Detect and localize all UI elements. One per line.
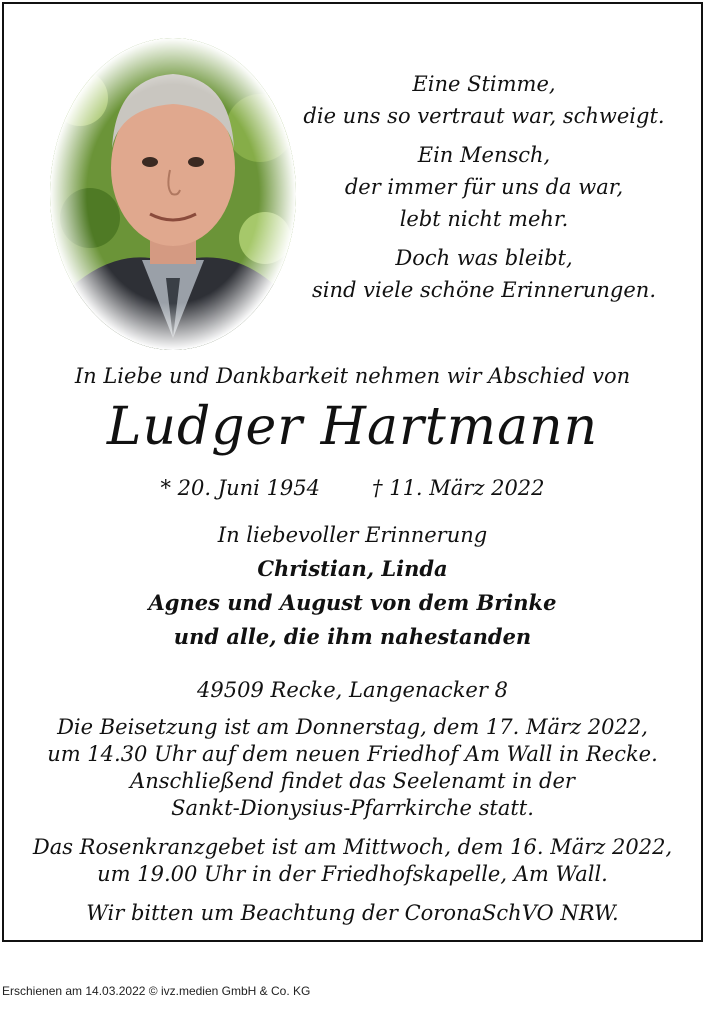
burial-line: Sankt-Dionysius-Pfarrkirche statt. — [171, 796, 534, 820]
death-date: † 11. März 2022 — [372, 476, 545, 500]
burial-line: Anschließend findet das Seelenamt in der — [130, 769, 575, 793]
mourner-line: und alle, die ihm nahestanden — [173, 624, 532, 649]
portrait-photo — [50, 38, 296, 350]
mourner-line: Agnes und August von dem Brinke — [148, 590, 557, 615]
burial-line: Die Beisetzung ist am Donnerstag, dem 17. März 2022, — [57, 715, 648, 739]
publication-footer: Erschienen am 14.03.2022 © ivz.medien GmbH & Co. KG — [2, 984, 311, 998]
poem-line: lebt nicht mehr. — [399, 207, 569, 231]
deceased-name: Ludger Hartmann — [106, 397, 599, 457]
obituary-notice — [2, 2, 703, 942]
poem-stanza-2 — [294, 139, 674, 235]
rosary-line: um 19.00 Uhr in der Friedhofskapelle, Am Wall. — [97, 862, 608, 886]
poem-line: der immer für uns da war, — [344, 175, 624, 199]
poem-line: Eine Stimme, — [412, 72, 556, 96]
rosary-line: Das Rosenkranzgebet ist am Mittwoch, dem 16. März 2022, — [32, 835, 673, 859]
birth-date: * 20. Juni 1954 — [160, 476, 321, 500]
poem-line: sind viele schöne Erinnerungen. — [311, 278, 657, 302]
mourners — [4, 518, 701, 654]
mourner-line: Christian, Linda — [257, 556, 448, 581]
poem-stanza-1 — [294, 68, 674, 132]
corona-notice: Wir bitten um Beachtung der CoronaSchVO NRW. — [86, 901, 619, 925]
portrait-illustration — [50, 38, 296, 350]
mourners-heading: In liebevoller Erinnerung — [217, 523, 488, 547]
poem-line: Doch was bleibt, — [395, 246, 573, 270]
life-dates — [4, 476, 701, 500]
burial-line: um 14.30 Uhr auf dem neuen Friedhof Am Wall in Recke. — [47, 742, 658, 766]
poem-line: die uns so vertraut war, schweigt. — [303, 104, 665, 128]
poem-stanza-3 — [294, 242, 674, 306]
poem — [294, 68, 674, 313]
service-info — [4, 714, 701, 939]
farewell-intro: In Liebe und Dankbarkeit nehmen wir Abschied von — [74, 364, 631, 388]
poem-line: Ein Mensch, — [417, 143, 551, 167]
rosary-info — [4, 834, 701, 888]
burial-info — [4, 714, 701, 822]
family-address: 49509 Recke, Langenacker 8 — [197, 678, 508, 702]
